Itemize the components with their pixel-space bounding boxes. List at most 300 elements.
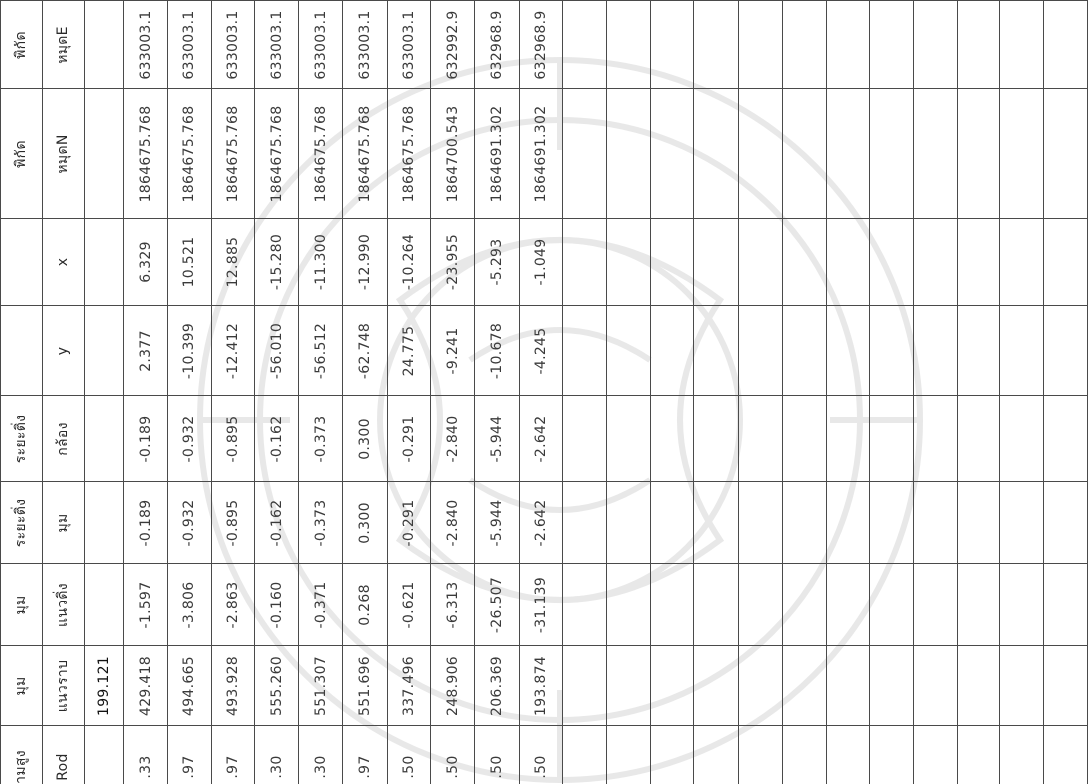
cell-text: 632992.9 [444,9,461,80]
cell-text: -2.863 [225,581,242,628]
empty-cell [826,646,870,726]
table-cell [431,646,475,726]
start-row-cell [84,646,124,726]
cell-text: -0.895 [225,499,242,546]
cell-text: มุม [13,594,30,615]
table-cell [255,482,299,564]
table-band [1,482,1088,564]
empty-cell [782,89,826,219]
empty-cell [694,306,739,396]
cell-text: 337.496 [400,655,417,716]
cell-text: 555.260 [268,655,285,716]
table-cell [474,726,519,784]
empty-cell [826,564,870,646]
empty-cell [650,726,694,784]
cell-text: .50 [488,754,505,779]
empty-cell [563,396,607,482]
cell-text: 1864675.768 [356,105,373,202]
cell-text: 1864675.768 [137,105,154,202]
cell-text: 0.300 [356,417,373,460]
cell-text: 1864700.543 [444,105,461,202]
empty-cell [739,89,783,219]
cell-text: -15.280 [268,233,285,291]
header-cell [42,646,84,726]
cell-text: 429.418 [137,655,154,716]
empty-cell [1044,726,1088,784]
cell-text: -2.642 [532,415,549,462]
table-cell [474,306,519,396]
table-band [1,564,1088,646]
empty-cell [563,646,607,726]
empty-cell [1000,306,1044,396]
table-cell [124,646,168,726]
cell-text: -0.373 [312,415,329,462]
cell-text: 551.696 [356,655,373,716]
cell-text: 1864675.768 [400,105,417,202]
cell-text: 633003.1 [312,9,329,80]
cell-text: -4.245 [532,327,549,374]
empty-cell [870,726,914,784]
cell-text: -23.955 [444,233,461,291]
cell-text: -12.990 [356,233,373,291]
table-band [1,306,1088,396]
table-cell [519,646,563,726]
empty-cell [1000,1,1044,89]
empty-cell [782,646,826,726]
empty-cell [563,219,607,306]
table-cell [431,1,475,89]
cell-text: -0.371 [312,581,329,628]
header-cell [1,564,43,646]
empty-cell [563,482,607,564]
table-cell [431,564,475,646]
empty-cell [870,646,914,726]
table-cell [211,482,255,564]
empty-cell [694,1,739,89]
cell-text: -0.291 [400,415,417,462]
empty-cell [694,564,739,646]
empty-cell [1044,1,1088,89]
cell-text: -0.373 [312,499,329,546]
empty-cell [650,219,694,306]
table-cell [124,89,168,219]
cell-text: 633003.1 [268,9,285,80]
cell-text: .97 [181,754,198,779]
cell-text: แนวดิ่ง [55,582,72,627]
empty-cell [694,219,739,306]
cell-text: -12.412 [225,322,242,379]
table-cell [474,396,519,482]
table-cell [519,726,563,784]
table-cell [387,1,431,89]
empty-cell [957,396,1000,482]
table-cell [519,482,563,564]
header-cell [42,306,84,396]
header-cell [1,396,43,482]
empty-cell [826,219,870,306]
cell-text: ระยะติ่ง [13,414,30,463]
table-cell [168,1,212,89]
table-cell [124,396,168,482]
cell-text: 1864675.768 [225,105,242,202]
table-cell [124,564,168,646]
cell-text: .30 [268,754,285,779]
empty-cell [782,482,826,564]
table-band [1,646,1088,726]
cell-text: y [55,346,72,355]
empty-cell [607,89,651,219]
table-cell [255,646,299,726]
table-cell [519,306,563,396]
empty-cell [957,482,1000,564]
cell-text: -11.300 [312,233,329,291]
cell-text: -0.291 [400,499,417,546]
table-cell [387,89,431,219]
cell-text: มุม [55,512,72,533]
empty-cell [739,646,783,726]
empty-cell [739,564,783,646]
cell-text: พิกัด [13,30,30,59]
empty-cell [870,306,914,396]
cell-text: พิกัด [13,139,30,168]
cell-text: 206.369 [488,655,505,716]
empty-cell [694,726,739,784]
cell-text: 632968.9 [488,9,505,80]
empty-cell [607,396,651,482]
table-band [1,726,1088,784]
empty-cell [957,306,1000,396]
table-band [1,89,1088,219]
start-row-cell [84,482,124,564]
table-cell [387,564,431,646]
header-cell [42,219,84,306]
cell-text: 248.906 [444,655,461,716]
table-cell [211,646,255,726]
empty-cell [957,564,1000,646]
cell-text: -9.241 [444,327,461,374]
empty-cell [563,726,607,784]
table-cell [124,1,168,89]
empty-cell [957,726,1000,784]
empty-cell [826,1,870,89]
empty-cell [739,726,783,784]
cell-text: 1864675.768 [268,105,285,202]
cell-text: -0.162 [268,415,285,462]
empty-cell [607,482,651,564]
header-cell [1,646,43,726]
header-cell [1,89,43,219]
start-row-cell [84,564,124,646]
empty-cell [782,306,826,396]
cell-text: .50 [444,754,461,779]
table-cell [211,1,255,89]
cell-text: -26.507 [488,576,505,633]
empty-cell [870,564,914,646]
cell-text: มุม [13,675,30,696]
empty-cell [1044,306,1088,396]
cell-text: -2.840 [444,415,461,462]
cell-text: 633003.1 [356,9,373,80]
cell-text: -0.189 [137,415,154,462]
cell-text: ามสูง [13,749,30,784]
table-cell [124,726,168,784]
table-cell [255,726,299,784]
table-cell [342,89,387,219]
table-cell [342,1,387,89]
empty-cell [1000,564,1044,646]
table-cell [211,219,255,306]
start-row-cell [84,726,124,784]
table-cell [519,89,563,219]
empty-cell [1044,564,1088,646]
table-cell [431,219,475,306]
start-row-cell [84,89,124,219]
cell-text: x [55,257,72,267]
table-cell [168,396,212,482]
cell-text: 633003.1 [137,9,154,80]
table-cell [431,306,475,396]
header-cell [1,726,43,784]
empty-cell [607,306,651,396]
empty-cell [957,1,1000,89]
empty-cell [913,1,957,89]
table-cell [299,564,343,646]
cell-text: 494.665 [181,655,198,716]
empty-cell [607,1,651,89]
cell-text: หมุดE [55,25,72,64]
empty-cell [694,646,739,726]
cell-text: 6.329 [137,241,154,283]
cell-text: .97 [225,754,242,779]
empty-cell [650,89,694,219]
empty-cell [1000,219,1044,306]
table-cell [387,396,431,482]
cell-text: -0.160 [268,581,285,628]
empty-cell [1000,482,1044,564]
cell-text: -1.049 [532,238,549,286]
empty-cell [913,564,957,646]
table-cell [519,1,563,89]
header-cell [42,564,84,646]
cell-text: .97 [356,754,373,779]
cell-text: -10.399 [181,322,198,379]
cell-text: -2.642 [532,499,549,546]
start-row-cell [84,219,124,306]
cell-text: -10.678 [488,322,505,379]
table-cell [387,646,431,726]
table-cell [342,726,387,784]
cell-text: -3.806 [181,581,198,628]
table-cell [299,89,343,219]
cell-text: -56.512 [312,322,329,379]
empty-cell [826,306,870,396]
table-cell [255,89,299,219]
empty-cell [1044,219,1088,306]
empty-cell [870,396,914,482]
table-cell [211,306,255,396]
table-cell [255,396,299,482]
empty-cell [870,89,914,219]
cell-text: -5.944 [488,415,505,462]
table-cell [474,646,519,726]
start-row-cell [84,396,124,482]
empty-cell [826,89,870,219]
table-cell [387,726,431,784]
cell-text: -56.010 [268,322,285,379]
table-cell [299,1,343,89]
empty-cell [1000,726,1044,784]
table-cell [387,482,431,564]
empty-cell [913,396,957,482]
cell-text: 633003.1 [225,9,242,80]
cell-text: 12.885 [225,236,242,288]
cell-text: 24.775 [400,325,417,376]
empty-cell [782,1,826,89]
cell-text: -62.748 [356,322,373,379]
cell-text: -0.162 [268,499,285,546]
table-cell [299,396,343,482]
table-band [1,219,1088,306]
header-cell [1,482,43,564]
empty-cell [782,564,826,646]
cell-text: .33 [137,754,154,779]
cell-text: -0.621 [400,581,417,628]
table-cell [299,306,343,396]
empty-cell [1044,482,1088,564]
cell-text: -0.932 [181,499,198,546]
cell-text: 551.307 [312,655,329,716]
empty-cell [1000,646,1044,726]
cell-text: 1864675.768 [181,105,198,202]
empty-cell [782,396,826,482]
cell-text: ระยะติ่ง [13,498,30,547]
table-band [1,1,1088,89]
table-cell [255,306,299,396]
empty-cell [913,306,957,396]
cell-text: 193.874 [532,655,549,716]
cell-text: -5.293 [488,238,505,286]
table-cell [255,1,299,89]
cell-text: .30 [312,754,329,779]
table-cell [474,482,519,564]
header-cell [42,396,84,482]
table-cell [168,726,212,784]
table-cell [168,89,212,219]
empty-cell [870,482,914,564]
cell-text: 0.300 [356,501,373,544]
empty-cell [1044,646,1088,726]
cell-text: -2.840 [444,499,461,546]
cell-text: กล้อง [55,421,72,456]
empty-cell [739,1,783,89]
cell-text: 1864691.302 [488,105,505,202]
table-cell [474,1,519,89]
cell-text: -6.313 [444,581,461,628]
table-cell [342,219,387,306]
table-cell [211,726,255,784]
empty-cell [870,1,914,89]
empty-cell [607,646,651,726]
table-cell [431,482,475,564]
start-row-cell [84,1,124,89]
cell-text: .50 [400,754,417,779]
table-cell [474,219,519,306]
empty-cell [563,1,607,89]
header-cell [1,306,43,396]
cell-text: -0.932 [181,415,198,462]
empty-cell [694,89,739,219]
empty-cell [826,396,870,482]
empty-cell [650,1,694,89]
cell-text: .50 [532,754,549,779]
table-cell [519,564,563,646]
cell-text: -1.597 [137,581,154,628]
empty-cell [607,564,651,646]
table-cell [168,219,212,306]
table-cell [387,219,431,306]
empty-cell [957,89,1000,219]
empty-cell [1044,396,1088,482]
empty-cell [694,482,739,564]
empty-cell [694,396,739,482]
empty-cell [739,219,783,306]
header-cell [42,726,84,784]
empty-cell [607,219,651,306]
table-cell [387,306,431,396]
table-cell [124,482,168,564]
cell-text: -5.944 [488,499,505,546]
table-cell [519,396,563,482]
empty-cell [607,726,651,784]
table-cell [342,306,387,396]
table-cell [342,482,387,564]
empty-cell [957,646,1000,726]
cell-text: -0.895 [225,415,242,462]
cell-text: หมุดN [55,133,72,174]
table-cell [168,646,212,726]
empty-cell [782,726,826,784]
table-cell [342,646,387,726]
cell-text: 1864675.768 [312,105,329,202]
table-cell [431,89,475,219]
table-cell [299,646,343,726]
empty-cell [739,396,783,482]
cell-text: แนวราบ [55,659,72,712]
table-cell [299,219,343,306]
table-cell [299,726,343,784]
empty-cell [650,564,694,646]
table-cell [474,89,519,219]
table-cell [255,219,299,306]
start-row-cell [84,306,124,396]
table-cell [342,564,387,646]
cell-text: -10.264 [400,233,417,291]
empty-cell [913,89,957,219]
empty-cell [913,646,957,726]
table-cell [474,564,519,646]
cell-text: 1864691.302 [532,105,549,202]
table-band [1,396,1088,482]
empty-cell [913,726,957,784]
table-cell [168,564,212,646]
table-cell [168,482,212,564]
table-cell [519,219,563,306]
cell-text: 633003.1 [400,9,417,80]
cell-text: 2.377 [137,329,154,372]
empty-cell [1044,89,1088,219]
table-cell [431,396,475,482]
empty-cell [913,482,957,564]
